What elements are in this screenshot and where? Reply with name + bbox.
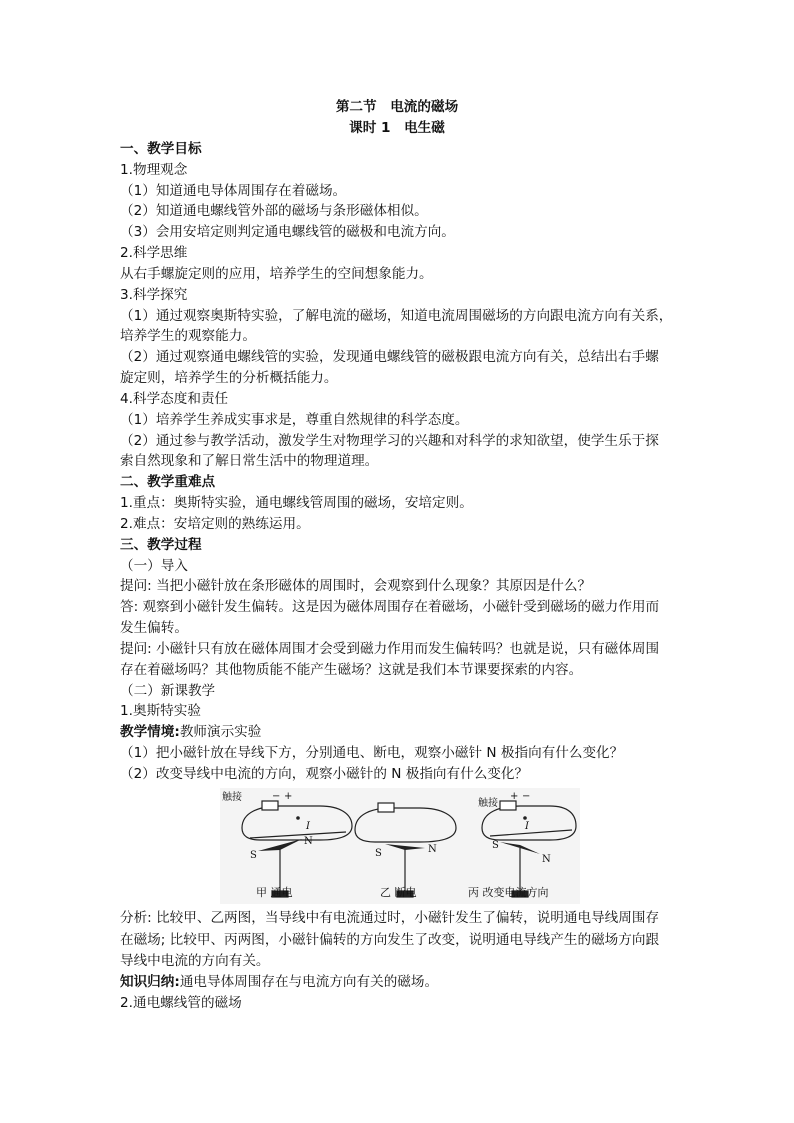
body-line: （1）通过观察奥斯特实验，了解电流的磁场，知道电流周围磁场的方向跟电流方向有关系， — [120, 308, 673, 324]
analysis-line: 导线中电流的方向有关。 — [120, 953, 270, 969]
minus-label: − — [272, 791, 281, 802]
body-line: （2）知道通电螺线管外部的磁场与条形磁体相似。 — [120, 203, 428, 219]
figure-caption: 甲 通电 — [256, 886, 293, 899]
step-line: （2）改变导线中电流的方向，观察小磁针的 N 极指向有什么变化？ — [120, 766, 529, 782]
analysis-line: 在磁场; 比较甲、丙两图，小磁针偏转的方向发生了改变，说明通电导线产生的磁场方向跟 — [120, 932, 660, 948]
figure-caption: 丙 改变电流方向 — [468, 886, 549, 899]
north-pole-label: N — [542, 854, 551, 865]
oersted-experiment-figure — [220, 788, 580, 904]
current-label: I — [306, 821, 310, 832]
lesson-title: 课时 1 电生磁 — [349, 120, 445, 136]
body-line: （一）导入 — [120, 558, 188, 574]
step-line: （1）把小磁针放在导线下方，分别通电、断电，观察小磁针 N 极指向有什么变化？ — [120, 745, 624, 761]
plus-label: + — [284, 791, 293, 802]
knowledge-summary — [120, 972, 438, 992]
south-pole-label: S — [250, 850, 257, 861]
figure-caption: 乙 断电 — [380, 886, 417, 899]
body-line: （3）会用安培定则判定通电螺线管的磁极和电流方向。 — [120, 224, 455, 240]
current-label: I — [525, 821, 529, 832]
situation-label: 教学情境: — [120, 724, 180, 740]
south-pole-label: S — [492, 840, 499, 851]
body-line: 提问: 小磁针只有放在磁体周围才会受到磁力作用而发生偏转吗？也就是说，只有磁体周围 — [120, 641, 660, 657]
body-line: （二）新课教学 — [120, 683, 216, 699]
body-line: （2）通过观察通电螺线管的实验，发现通电螺线管的磁极跟电流方向有关，总结出右手螺 — [120, 349, 659, 365]
body-line: 旋定则，培养学生的分析概括能力。 — [120, 370, 338, 386]
body-line: 培养学生的观察能力。 — [120, 328, 256, 344]
summary-label: 知识归纳: — [120, 974, 180, 990]
body-line: 提问: 当把小磁针放在条形磁体的周围时，会观察到什么现象？其原因是什么？ — [120, 578, 592, 594]
section-title: 第二节 电流的磁场 — [335, 99, 459, 115]
body-line: 1.奥斯特实验 — [120, 703, 201, 719]
summary-text: 通电导体周围存在与电流方向有关的磁场。 — [179, 974, 439, 990]
body-line: 索自然现象和了解日常生活中的物理道理。 — [120, 453, 379, 469]
body-line: 4.科学态度和责任 — [120, 391, 229, 407]
body-line: （1）培养学生养成实事求是，尊重自然规律的科学态度。 — [120, 412, 469, 428]
minus-label: − — [522, 791, 531, 802]
section-heading: 二、教学重难点 — [120, 474, 216, 490]
section-heading: 三、教学过程 — [120, 537, 202, 553]
touch-label: 触接 — [478, 798, 498, 809]
body-line: 从右手螺旋定则的应用，培养学生的空间想象能力。 — [120, 266, 433, 282]
body-line: 1.重点：奥斯特实验，通电螺线管周围的磁场，安培定则。 — [120, 495, 473, 511]
body-line: 2.难点：安培定则的熟练运用。 — [120, 516, 310, 532]
south-pole-label: S — [375, 848, 382, 859]
situation-text: 教师演示实验 — [179, 724, 262, 740]
north-pole-label: N — [304, 836, 313, 847]
body-line: 2.科学思维 — [120, 245, 188, 261]
body-line: （1）知道通电导体周围存在着磁场。 — [120, 183, 347, 199]
body-line: 3.科学探究 — [120, 287, 188, 303]
body-line: 发生偏转。 — [120, 620, 188, 636]
body-line: 1.物理观念 — [120, 162, 188, 178]
teaching-situation — [120, 722, 261, 742]
touch-label: 触接 — [222, 792, 242, 803]
body-line: （2）通过参与教学活动，激发学生对物理学习的兴趣和对科学的求知欲望，使学生乐于探 — [120, 433, 659, 449]
north-pole-label: N — [428, 844, 437, 855]
section-heading: 一、教学目标 — [120, 141, 202, 157]
body-line: 答: 观察到小磁针发生偏转。这是因为磁体周围存在着磁场，小磁针受到磁场的磁力作用而 — [120, 599, 660, 615]
plus-label: + — [510, 791, 519, 802]
body-line: 存在着磁场吗？其他物质能不能产生磁场？这就是我们本节课要探索的内容。 — [120, 662, 583, 678]
next-heading: 2.通电螺线管的磁场 — [120, 995, 242, 1011]
analysis-line: 分析: 比较甲、乙两图，当导线中有电流通过时，小磁针发生了偏转，说明通电导线周围存 — [120, 910, 660, 926]
